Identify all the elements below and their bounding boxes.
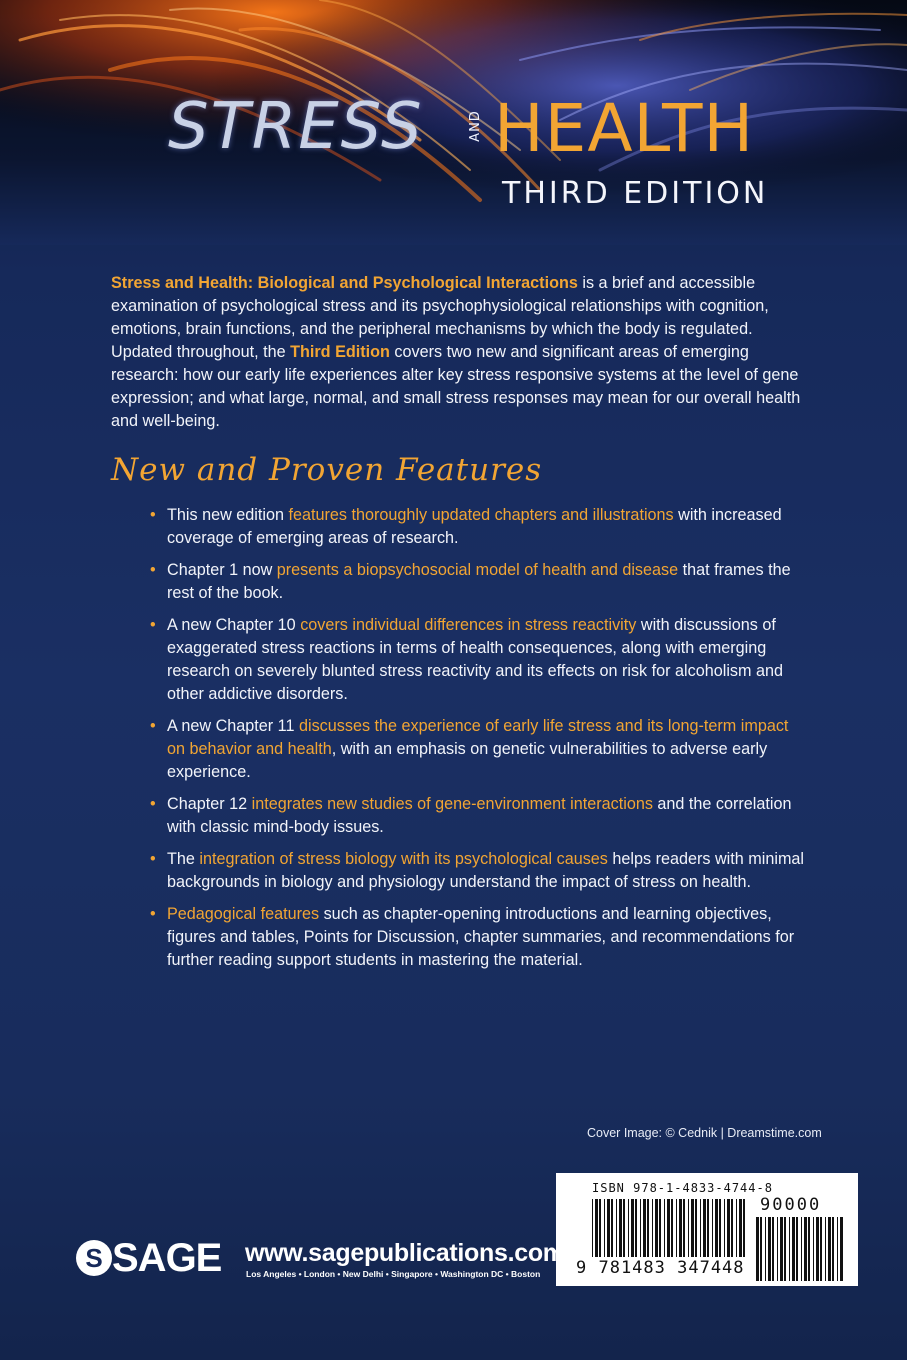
bullet-icon: • xyxy=(150,905,156,923)
barcode-bar xyxy=(607,1199,610,1257)
publisher-cities: Los Angeles • London • New Delhi • Singapore • Washington DC • Boston xyxy=(246,1269,541,1279)
flame-streaks-graphic xyxy=(0,0,907,245)
cover-title-health: HEALTH xyxy=(494,90,755,167)
feature-highlight: integration of stress biology with its psychological causes xyxy=(199,850,608,868)
intro-text-2: covers two new and significant areas of emerging research: how our early life experiences alter key stress responsive systems at the level of gene expression; and what large, normal, and small stress responses may mean for our overall health and well-being. xyxy=(111,343,801,430)
isbn-barcode-box xyxy=(556,1173,858,1286)
barcode-bar xyxy=(643,1199,646,1257)
price-code: 90000 xyxy=(760,1195,822,1215)
barcode-bar xyxy=(777,1217,778,1281)
feature-item: • Pedagogical features such as chapter-opening introductions and learning objectives, figures and tables, Points for Discussion, chapter summaries, and recommendations for further reading support students in mastering the material. xyxy=(150,905,795,969)
barcode-bar xyxy=(832,1217,834,1281)
barcode-bar xyxy=(825,1217,826,1281)
feature-highlight: presents a biopsychosocial model of health and disease xyxy=(276,561,679,579)
barcode-bar xyxy=(784,1217,786,1281)
feature-item: • A new Chapter 10 covers individual differences in stress reactivity with discussions of exaggerated stress reactions in terms of health consequences, along with emerging research on severely blunted stress reactivity and its effects on risk for alcoholism and other addictive disorders. xyxy=(150,616,784,703)
bullet-icon: • xyxy=(150,795,156,813)
barcode-bar xyxy=(611,1199,613,1257)
feature-highlight: features thoroughly updated chapters and illustrations xyxy=(288,506,674,524)
barcode-bar xyxy=(664,1199,665,1257)
edition-label: THIRD EDITION xyxy=(502,176,769,211)
barcode-bar xyxy=(683,1199,685,1257)
barcode-bar xyxy=(801,1217,802,1281)
feature-highlight: integrates new studies of gene-environment interactions xyxy=(251,795,653,813)
barcode-bar xyxy=(789,1217,790,1281)
barcode-bar xyxy=(659,1199,661,1257)
barcode-bar xyxy=(731,1199,733,1257)
intro-edition-highlight: Third Edition xyxy=(290,343,390,361)
intro-text-1: is a brief and accessible examination of psychological stress and its psychophysiological relationships with cognition, emotions, brain functions, and the peripheral mechanisms by which the body is regulated. Updated throughout, the xyxy=(111,274,769,361)
barcode-bar xyxy=(640,1199,641,1257)
barcode-bar xyxy=(703,1199,706,1257)
sage-logo-text: SAGE xyxy=(112,1236,222,1280)
bullet-icon: • xyxy=(150,506,156,524)
barcode-bar xyxy=(616,1199,617,1257)
feature-highlight: covers individual differences in stress reactivity xyxy=(300,616,637,634)
features-list xyxy=(150,504,810,972)
barcode-bar xyxy=(792,1217,795,1281)
barcode-bar xyxy=(628,1199,629,1257)
features-heading: New and Proven Features xyxy=(111,452,543,488)
barcode-bar xyxy=(595,1199,598,1257)
feature-item: • This new edition features thoroughly updated chapters and illustrations with increased coverage of emerging areas of research. xyxy=(150,506,782,547)
barcode-bar xyxy=(691,1199,694,1257)
cover-title-and: AND xyxy=(468,110,483,142)
barcode-bar xyxy=(715,1199,718,1257)
barcode-bar xyxy=(796,1217,798,1281)
feature-highlight: Pedagogical features xyxy=(167,905,320,923)
barcode-bar xyxy=(647,1199,649,1257)
barcode-bar xyxy=(719,1199,721,1257)
feature-highlight: discusses the experience of early life stress and its long-term impact on behavior and health xyxy=(167,717,789,758)
barcode-bar xyxy=(816,1217,819,1281)
barcode-bar xyxy=(688,1199,689,1257)
sage-logo-icon: S xyxy=(76,1240,112,1276)
barcode-bar xyxy=(765,1217,766,1281)
barcode-bar xyxy=(623,1199,625,1257)
barcode-bar xyxy=(676,1199,677,1257)
cover-header-artwork xyxy=(0,0,907,245)
barcode-bar xyxy=(837,1217,838,1281)
barcode-bar xyxy=(736,1199,737,1257)
barcode-bar xyxy=(743,1199,745,1257)
bullet-icon: • xyxy=(150,850,156,868)
barcode-bar xyxy=(695,1199,697,1257)
barcode-bar xyxy=(712,1199,713,1257)
barcode-bar xyxy=(604,1199,605,1257)
publisher-url: www.sagepublications.com xyxy=(245,1239,565,1267)
isbn-label: ISBN 978-1-4833-4744-8 xyxy=(592,1181,773,1195)
feature-item: • A new Chapter 11 discusses the experience of early life stress and its long-term impact on behavior and health, with an emphasis on genetic vulnerabilities to adverse early experience. xyxy=(150,717,789,781)
cover-title-stress: STRESS xyxy=(168,90,424,164)
barcode-bar xyxy=(631,1199,634,1257)
barcode-bar xyxy=(772,1217,774,1281)
feature-item: • Chapter 12 integrates new studies of gene-environment interactions and the correlation with classic mind-body issues. xyxy=(150,795,792,836)
feature-item: • Chapter 1 now presents a biopsychosocial model of health and disease that frames the rest of the book. xyxy=(150,561,791,602)
barcode-bar xyxy=(840,1217,843,1281)
barcode-bar xyxy=(820,1217,822,1281)
barcode-bar xyxy=(655,1199,658,1257)
barcode-bar xyxy=(828,1217,831,1281)
barcode-bar xyxy=(804,1217,807,1281)
cover-image-credit: Cover Image: © Cednik | Dreamstime.com xyxy=(587,1126,822,1140)
bullet-icon: • xyxy=(150,717,156,735)
barcode-bar xyxy=(808,1217,810,1281)
barcode-digits: 9 781483 347448 xyxy=(576,1258,745,1278)
feature-item: • The integration of stress biology with its psychological causes helps readers with minimal backgrounds in biology and physiology understand the impact of stress on health. xyxy=(150,850,805,891)
barcode-bar xyxy=(780,1217,783,1281)
barcode-bar xyxy=(667,1199,670,1257)
barcode-bar xyxy=(679,1199,682,1257)
barcode-bar xyxy=(671,1199,673,1257)
barcode-bar xyxy=(707,1199,709,1257)
barcode-bar xyxy=(635,1199,637,1257)
intro-paragraph xyxy=(111,272,811,433)
bullet-icon: • xyxy=(150,616,156,634)
barcode-bar xyxy=(727,1199,730,1257)
barcode-bar xyxy=(619,1199,622,1257)
barcode-bar xyxy=(760,1217,762,1281)
intro-book-title: Stress and Health: Biological and Psychological Interactions xyxy=(111,274,578,292)
barcode-bar xyxy=(592,1199,593,1257)
barcode-bar xyxy=(739,1199,742,1257)
barcode-bar xyxy=(599,1199,601,1257)
barcode-bar xyxy=(756,1217,759,1281)
barcode-bar xyxy=(652,1199,653,1257)
barcode-bar xyxy=(768,1217,771,1281)
barcode-bar xyxy=(813,1217,814,1281)
barcode-bar xyxy=(724,1199,725,1257)
bullet-icon: • xyxy=(150,561,156,579)
barcode-bar xyxy=(700,1199,701,1257)
